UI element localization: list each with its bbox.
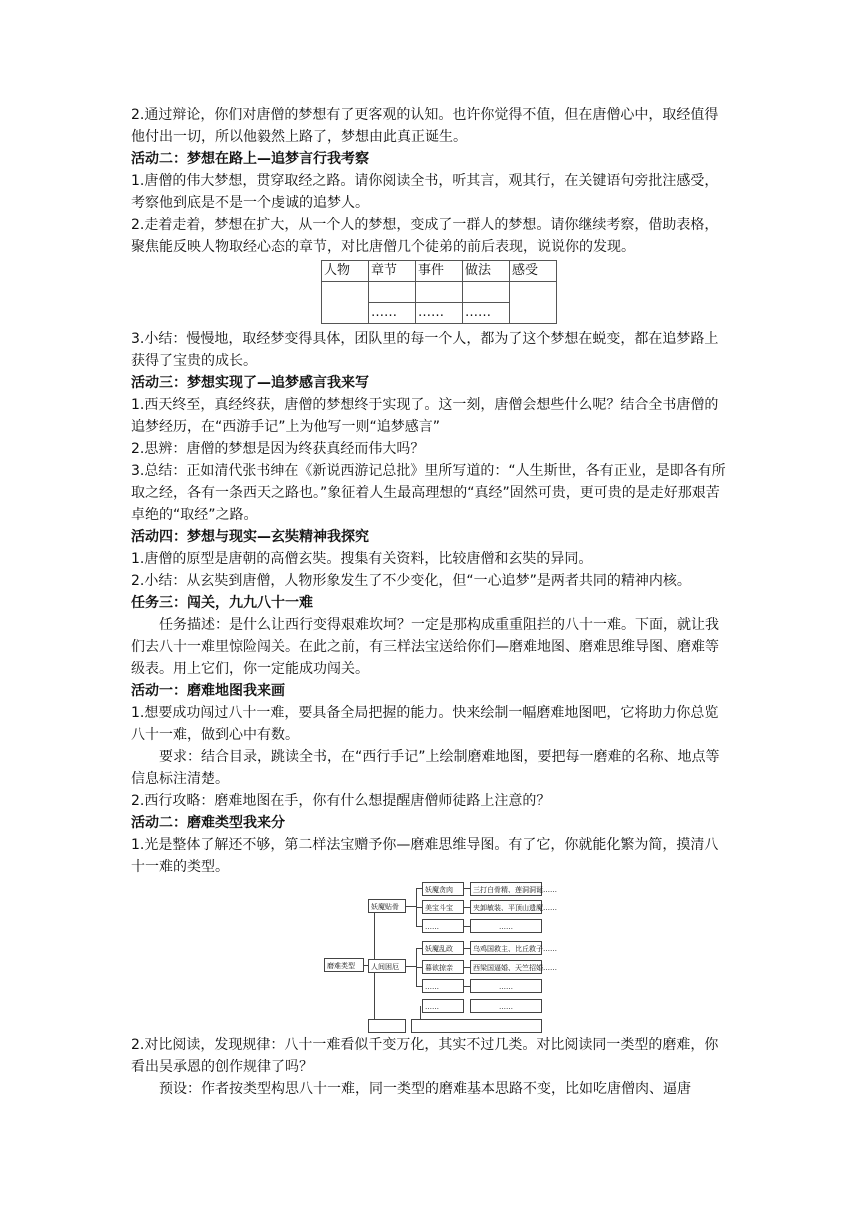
- section-heading: 活动四：梦想与现实—玄奘精神我探究: [131, 529, 369, 545]
- connector-line: [406, 966, 416, 967]
- comparison-table: [321, 260, 557, 324]
- paragraph: 2.西行攻略：磨难地图在手，你有什么想提醒唐僧师徒路上注意的？: [131, 793, 551, 809]
- table-cell: [510, 282, 557, 324]
- paragraph: 2.思辨：唐僧的梦想是因为终获真经而伟大吗？: [131, 441, 425, 457]
- connector-line: [406, 906, 416, 907]
- table-header-cell: 做法: [463, 261, 510, 282]
- document-body: [131, 104, 731, 1100]
- table-header-row: [322, 261, 557, 282]
- mindmap-root-node: 磨难类型: [324, 958, 364, 972]
- mindmap-subtype-node: 美宝斗宝: [422, 900, 464, 914]
- mindmap-example-node: ……: [470, 999, 542, 1013]
- paragraph: 2.小结：从玄奘到唐僧，人物形象发生了不少变化，但“一心追梦”是两者共同的精神内核。: [131, 573, 691, 589]
- table-cell: ……: [463, 303, 510, 324]
- paragraph: 1.光是整体了解还不够，第二样法宝赠予你—磨难思维导图。有了它，你就能化繁为简，摸清八十一难的类型。: [131, 837, 719, 875]
- paragraph: 要求：结合目录，跳读全书，在“西行手记”上绘制磨难地图，要把每一磨难的名称、地点等信息标注清楚。: [131, 749, 720, 787]
- mindmap-example-node: 西梁国逼婚、天竺招婚……: [470, 960, 542, 974]
- table-header-cell: 章节: [369, 261, 416, 282]
- paragraph: 任务描述：是什么让西行变得艰难坎坷？一定是那构成重重阻拦的八十一难。下面，就让我们去八十一难里惊险闯关。在此之前，有三样法宝送给你们—磨难地图、磨难思维导图、磨难等级表。用上它们，你一定能成功闯关。: [131, 617, 719, 677]
- table-cell: [322, 282, 369, 324]
- mindmap-category-node: 人间困厄: [368, 959, 406, 973]
- table-header-cell: 人物: [322, 261, 369, 282]
- mindmap-category-node: 妖魔贴骨: [368, 899, 406, 913]
- paragraph: 1.西天终至，真经终获，唐僧的梦想终于实现了。这一刻，唐僧会想些什么呢？结合全书唐僧的追梦经历，在“西游手记”上为他写一则“追梦感言”: [131, 397, 719, 435]
- table-header-cell: 感受: [510, 261, 557, 282]
- section-heading: 活动二：梦想在路上—追梦言行我考察: [131, 151, 369, 167]
- task-heading: 任务三：闯关，九九八十一难: [131, 595, 313, 611]
- mindmap-subtype-node: 妖魔乱政: [422, 941, 464, 955]
- paragraph: 1.想要成功闯过八十一难，要具备全局把握的能力。快来绘制一幅磨难地图吧，它将助力你总览八十一难，做到心中有数。: [131, 705, 719, 743]
- paragraph: 1.唐僧的伟大梦想，贯穿取经之路。请你阅读全书，听其言，观其行，在关键语句旁批注感受，考察他到底是不是一个虔诚的追梦人。: [131, 173, 719, 211]
- mindmap-subtype-node: 暮欲掠亲: [422, 960, 464, 974]
- table-cell: ……: [369, 303, 416, 324]
- paragraph: 2.走着走着，梦想在扩大，从一个人的梦想，变成了一群人的梦想。请你继续考察，借助表格，聚焦能反映人物取经心态的章节，对比唐僧几个徒弟的前后表现，说说你的发现。: [131, 217, 719, 255]
- mindmap-subtype-node: ……: [422, 919, 464, 933]
- mindmap-example-node: 乌鸡国救主、比丘救子……: [470, 941, 542, 955]
- paragraph: 3.小结：慢慢地，取经梦变得具体，团队里的每一个人，都为了这个梦想在蜕变，都在追梦路上获得了宝贵的成长。: [131, 331, 719, 369]
- hardship-mind-map: [131, 882, 731, 1030]
- paragraph: 2.通过辩论，你们对唐僧的梦想有了更客观的认知。也许你觉得不值，但在唐僧心中，取经值得他付出一切，所以他毅然上路了，梦想由此真正诞生。: [131, 107, 719, 145]
- mindmap-subtype-node: ……: [422, 999, 464, 1013]
- section-heading: 活动一：磨难地图我来画: [131, 683, 285, 699]
- paragraph: 1.唐僧的原型是唐朝的高僧玄奘。搜集有关资料，比较唐僧和玄奘的异同。: [131, 551, 593, 567]
- section-heading: 活动二：磨难类型我来分: [131, 815, 285, 831]
- mindmap-category-node: [368, 1019, 406, 1033]
- mindmap-example-node: ……: [470, 979, 542, 993]
- paragraph: 预设：作者按类型构思八十一难，同一类型的磨难基本思路不变，比如吃唐僧肉、逼唐: [159, 1081, 691, 1097]
- mindmap-subtype-node: ……: [422, 979, 464, 993]
- mindmap-example-node: 三打白骨精、莲洞洞诞……: [470, 882, 542, 896]
- table-header-cell: 事件: [416, 261, 463, 282]
- table-cell: ……: [416, 303, 463, 324]
- paragraph: 2.对比阅读，发现规律：八十一难看似千变万化，其实不过几类。对比阅读同一类型的磨难，你看出吴承恩的创作规律了吗？: [131, 1037, 719, 1075]
- table-cell: [416, 282, 463, 303]
- mindmap-subtype-node: 妖魔贪肉: [422, 882, 464, 896]
- table-cell: [463, 282, 510, 303]
- table-row: [322, 282, 557, 303]
- paragraph: 3.总结：正如清代张书绅在《新说西游记总批》里所写道的：“人生斯世，各有正业，是即各有所取之经，各有一条西天之路也。”象征着人生最高理想的“真经”固然可贵，更可贵的是走好那艰苦卓绝的“取经”之路。: [131, 463, 726, 523]
- section-heading: 活动三：梦想实现了—追梦感言我来写: [131, 375, 369, 391]
- mindmap-example-node: [411, 1019, 542, 1033]
- mindmap-example-node: 夹卸敏装、平顶山遗魔……: [470, 900, 542, 914]
- mindmap-example-node: ……: [470, 919, 542, 933]
- table-cell: [369, 282, 416, 303]
